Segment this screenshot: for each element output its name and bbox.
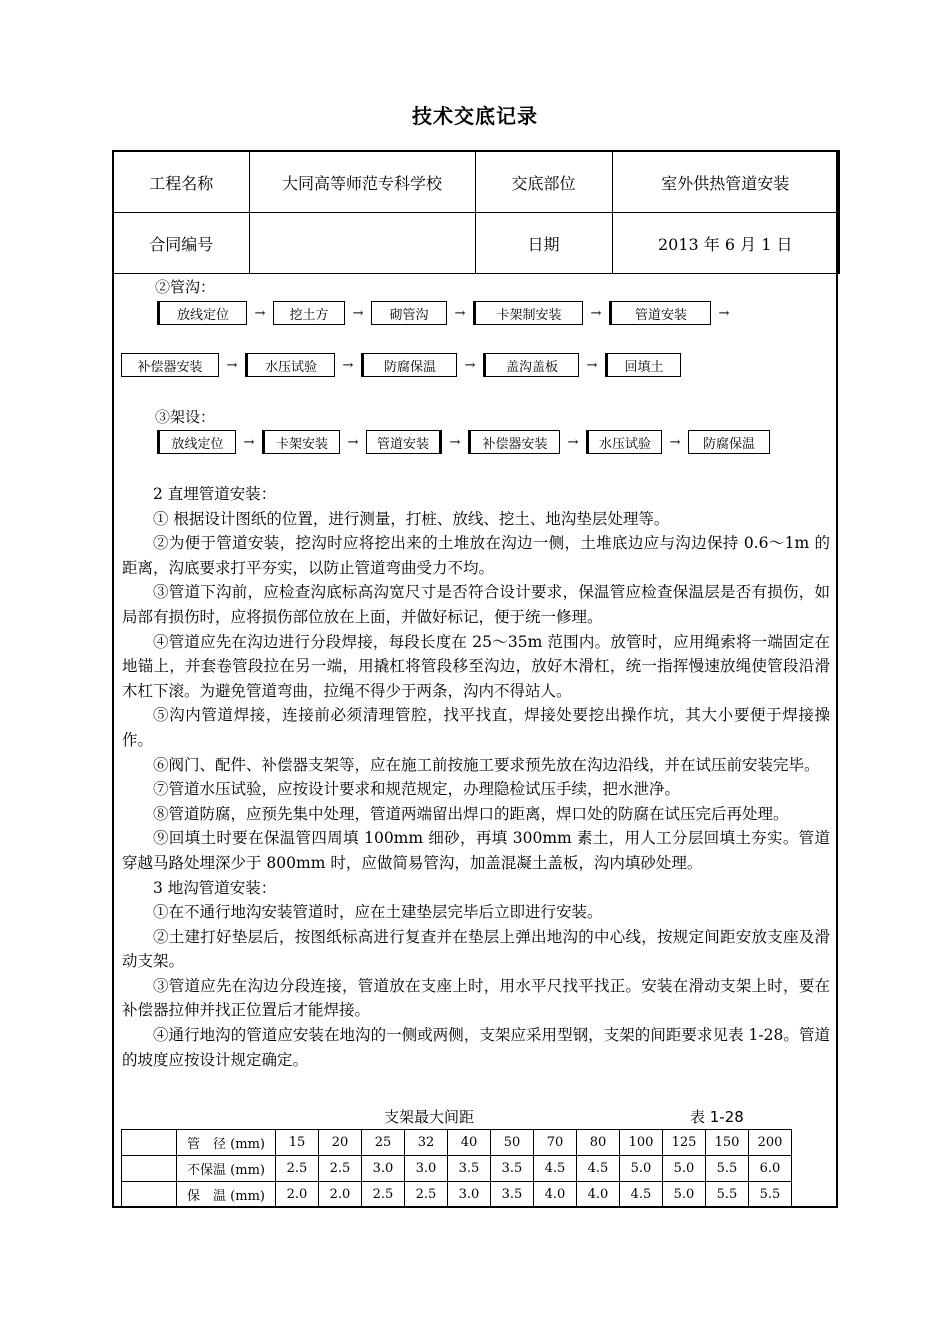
table-cell: 40 xyxy=(448,1130,491,1156)
paragraph: ③管道下沟前，应检查沟底标高沟宽尺寸是否符合设计要求，保温管应检查保温层是否有损伤，如局部有损伤时，应将损伤部位放在上面，并做好标记，便于统一修理。 xyxy=(122,583,830,626)
handover-part-label: 交底部位 xyxy=(475,151,612,213)
table-cell: 4.5 xyxy=(577,1156,620,1182)
table-cell: 200 xyxy=(749,1130,792,1156)
overhead-flow-row xyxy=(157,430,770,454)
paragraph: ①在不通行地沟安装管道时，应在土建垫层完毕后立即进行安装。 xyxy=(153,903,603,922)
table-cell: 15 xyxy=(276,1130,319,1156)
row-label: 不保温 (mm) xyxy=(177,1156,276,1182)
paragraph: ③管道应先在沟边分段连接，管道放在支座上时，用水平尺找平找正。安装在滑动支架上时，要在补偿器拉伸并找正位置后才能焊接。 xyxy=(122,976,830,1020)
table-cell: 150 xyxy=(706,1130,749,1156)
date-value: 2013 年 6 月 1 日 xyxy=(612,213,839,274)
trench-flow-row-2 xyxy=(121,353,681,377)
paragraph: ⑥阀门、配件、补偿器支架等，应在施工前按施工要求预先放在沟边沿线，并在试压前安装完毕。 xyxy=(153,755,820,774)
table-cell: 125 xyxy=(663,1130,706,1156)
contract-no-label: 合同编号 xyxy=(113,213,249,274)
table-cell: 20 xyxy=(319,1130,362,1156)
table-cell: 50 xyxy=(491,1130,534,1156)
table-cell: 100 xyxy=(620,1130,663,1156)
arrow-icon: → xyxy=(454,305,466,321)
arrow-icon: → xyxy=(243,434,255,450)
table-cell: 3.0 xyxy=(362,1156,405,1182)
table-cell: 80 xyxy=(577,1130,620,1156)
table-caption: 支架最大间距 xyxy=(384,1108,475,1126)
table-row xyxy=(122,1156,792,1182)
table-cell: 25 xyxy=(362,1130,405,1156)
flow-step: 水压试验 xyxy=(586,430,662,454)
table-cell: 2.5 xyxy=(319,1156,362,1182)
flow-step: 水压试验 xyxy=(245,353,335,377)
page-title: 技术交底记录 xyxy=(412,104,538,128)
flow-step: 防腐保温 xyxy=(361,353,457,377)
arrow-icon: → xyxy=(449,434,461,450)
table-cell: 3.5 xyxy=(491,1156,534,1182)
paragraph: ① 根据设计图纸的位置，进行测量，打桩、放线、挖土、地沟垫层处理等。 xyxy=(153,509,670,528)
table-row xyxy=(122,1182,792,1208)
table-cell: 6.0 xyxy=(749,1156,792,1182)
table-cell: 3.0 xyxy=(405,1156,448,1182)
flow-step: 回填土 xyxy=(605,353,681,377)
paragraph: ②为便于管道安装，挖沟时应将挖出来的土堆放在沟边一侧，土堆底边应与沟边保持 0.6～1m 的距离，沟底要求打平夯实，以防止管道弯曲受力不均。 xyxy=(122,534,830,577)
table-cell: 3.5 xyxy=(491,1182,534,1208)
row-label: 管 径 (mm) xyxy=(177,1130,276,1156)
table-cell: 3.0 xyxy=(448,1182,491,1208)
flow-step: 放线定位 xyxy=(157,301,247,325)
flow-step: 卡架安装 xyxy=(262,430,340,454)
table-row xyxy=(122,1130,792,1156)
project-name-value: 大同高等师范专科学校 xyxy=(249,151,475,213)
date-label: 日期 xyxy=(475,213,612,274)
flow-step: 砌管沟 xyxy=(371,301,447,325)
paragraph: ④通行地沟的管道应安装在地沟的一侧或两侧，支架应采用型钢，支架的间距要求见表 1-28。管道的坡度应按设计规定确定。 xyxy=(122,1026,830,1069)
arrow-icon: → xyxy=(669,434,681,450)
table-cell: 5.0 xyxy=(663,1182,706,1208)
flow-step: 卡架制安装 xyxy=(473,301,583,325)
overhead-flow-label: ③架设： xyxy=(155,408,216,426)
flow-step: 管道安装 xyxy=(609,301,711,325)
body-text xyxy=(122,482,830,1072)
table-cell: 5.5 xyxy=(749,1182,792,1208)
section-heading: 3 地沟管道安装： xyxy=(153,878,277,897)
paragraph: ⑦管道水压试验，应按设计要求和规范规定，办理隐检试压手续，把水泄净。 xyxy=(153,780,681,799)
support-spacing-table xyxy=(121,1129,792,1208)
table-cell: 70 xyxy=(534,1130,577,1156)
table-cell: 5.5 xyxy=(706,1156,749,1182)
arrow-icon: → xyxy=(352,305,364,321)
flow-step: 防腐保温 xyxy=(688,430,770,454)
arrow-icon: → xyxy=(347,434,359,450)
table-cell: 32 xyxy=(405,1130,448,1156)
table-cell: 5.5 xyxy=(706,1182,749,1208)
flow-step: 盖沟盖板 xyxy=(483,353,579,377)
flow-step: 补偿器安装 xyxy=(468,430,560,454)
arrow-icon: → xyxy=(718,305,730,321)
table-cell: 2.0 xyxy=(276,1182,319,1208)
table-cell: 2.5 xyxy=(276,1156,319,1182)
flow-step: 管道安装 xyxy=(366,430,442,454)
table-cell: 4.5 xyxy=(534,1156,577,1182)
arrow-icon: → xyxy=(254,305,266,321)
table-cell: 4.5 xyxy=(620,1182,663,1208)
row-label: 保 温 (mm) xyxy=(177,1182,276,1208)
arrow-icon: → xyxy=(342,357,354,373)
arrow-icon: → xyxy=(590,305,602,321)
trench-flow-label: ②管沟： xyxy=(155,278,216,296)
table-cell: 4.0 xyxy=(534,1182,577,1208)
handover-part-value: 室外供热管道安装 xyxy=(612,151,839,213)
paragraph: ⑧管道防腐，应预先集中处理，管道两端留出焊口的距离，焊口处的防腐在试压完后再处理。 xyxy=(153,804,789,823)
flow-step: 挖土方 xyxy=(273,301,345,325)
paragraph: ⑤沟内管道焊接，连接前必须清理管腔，找平找直，焊接处要挖出操作坑，其大小要便于焊接操作。 xyxy=(122,706,830,749)
flow-step: 补偿器安装 xyxy=(121,353,219,377)
section-heading: 2 直埋管道安装： xyxy=(153,485,277,503)
table-cell: 2.5 xyxy=(362,1182,405,1208)
flow-step: 放线定位 xyxy=(157,430,236,454)
arrow-icon: → xyxy=(567,434,579,450)
arrow-icon: → xyxy=(586,357,598,373)
paragraph: ④管道应先在沟边进行分段焊接，每段长度在 25～35m 范围内。放管时，应用绳索将一端固定在地锚上，并套卷管段拉在另一端，用撬杠将管段移至沟边，放好木滑杠，统一指挥慢速放绳使管段沿滑木杠下滚。为避免管道弯曲，拉绳不得少于两条，沟内不得站人。 xyxy=(122,632,830,700)
paragraph: ②土建打好垫层后，按图纸标高进行复查并在垫层上弹出地沟的中心线，按规定间距安放支座及滑动支架。 xyxy=(122,927,830,971)
paragraph: ⑨回填土时要在保温管四周填 100mm 细砂，再填 300mm 素土，用人工分层回填土夯实。管道穿越马路处埋深少于 800mm 时，应做简易管沟，加盖混凝土盖板，沟内填砂处理。 xyxy=(122,829,830,872)
table-cell: 4.0 xyxy=(577,1182,620,1208)
table-cell: 3.5 xyxy=(448,1156,491,1182)
table-cell: 5.0 xyxy=(620,1156,663,1182)
trench-flow-row-1 xyxy=(157,301,737,325)
table-cell: 2.5 xyxy=(405,1182,448,1208)
table-number: 表 1-28 xyxy=(690,1108,744,1126)
table-cell: 2.0 xyxy=(319,1182,362,1208)
arrow-icon: → xyxy=(464,357,476,373)
arrow-icon: → xyxy=(226,357,238,373)
table-cell: 5.0 xyxy=(663,1156,706,1182)
project-name-label: 工程名称 xyxy=(113,151,249,213)
